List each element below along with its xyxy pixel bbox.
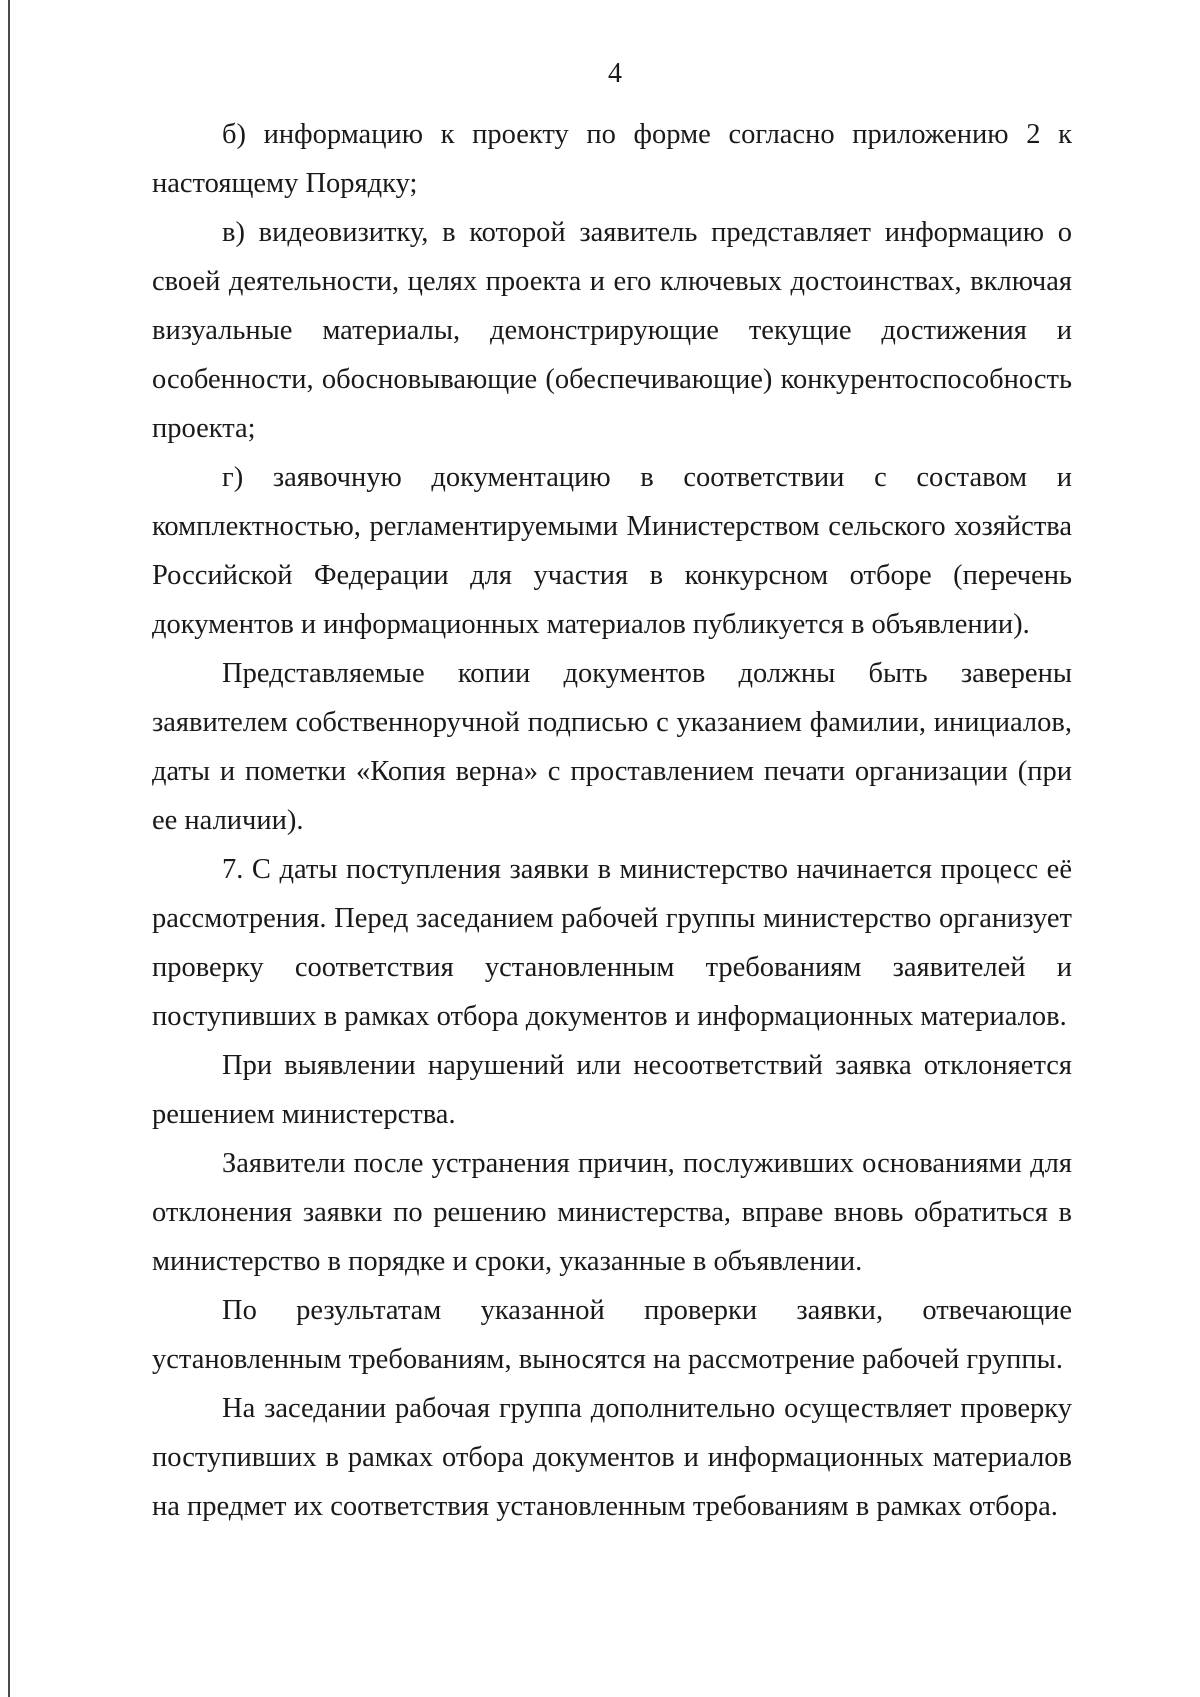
paragraph-g: г) заявочную документацию в соответствии с составом и комплектностью, регламентируемыми Министерством сельского хозяйства Российской Федерации для участия в конкурсном отборе (перечень документов и информационных материалов публикуется в объявлении). xyxy=(152,462,1072,640)
paragraph-copies: Представляемые копии документов должны быть заверены заявителем собственноручной подписью с указанием фамилии, инициалов, даты и пометки «Копия верна» с проставлением печати организации (при ее наличии). xyxy=(152,658,1072,836)
document-body xyxy=(152,110,1072,1531)
paragraph-reapply: Заявители после устранения причин, послуживших основаниями для отклонения заявки по решению министерства, вправе вновь обратиться в министерство в порядке и сроки, указанные в объявлении. xyxy=(152,1148,1072,1277)
paragraph-results: По результатам указанной проверки заявки, отвечающие установленным требованиям, выносятся на рассмотрение рабочей группы. xyxy=(152,1295,1072,1375)
paragraph-b: б) информацию к проекту по форме согласно приложению 2 к настоящему Порядку; xyxy=(152,119,1072,199)
paragraph-violations: При выявлении нарушений или несоответствий заявка отклоняется решением министерства. xyxy=(152,1050,1072,1130)
paragraph-v: в) видеовизитку, в которой заявитель представляет информацию о своей деятельности, целях проекта и его ключевых достоинствах, включая визуальные материалы, демонстрирующие текущие достижения и особенности, обосновывающие (обеспечивающие) конкурентоспособность проекта; xyxy=(152,217,1072,444)
scan-page-edge xyxy=(8,0,10,1697)
paragraph-7: 7. С даты поступления заявки в министерство начинается процесс её рассмотрения. Перед заседанием рабочей группы министерство организует проверку соответствия установленным требованиям заявителей и поступивших в рамках отбора документов и информационных материалов. xyxy=(152,854,1072,1032)
paragraph-meeting: На заседании рабочая группа дополнительно осуществляет проверку поступивших в рамках отбора документов и информационных материалов на предмет их соответствия установленным требованиям в рамках отбора. xyxy=(152,1393,1072,1522)
page-number: 4 xyxy=(608,58,622,89)
